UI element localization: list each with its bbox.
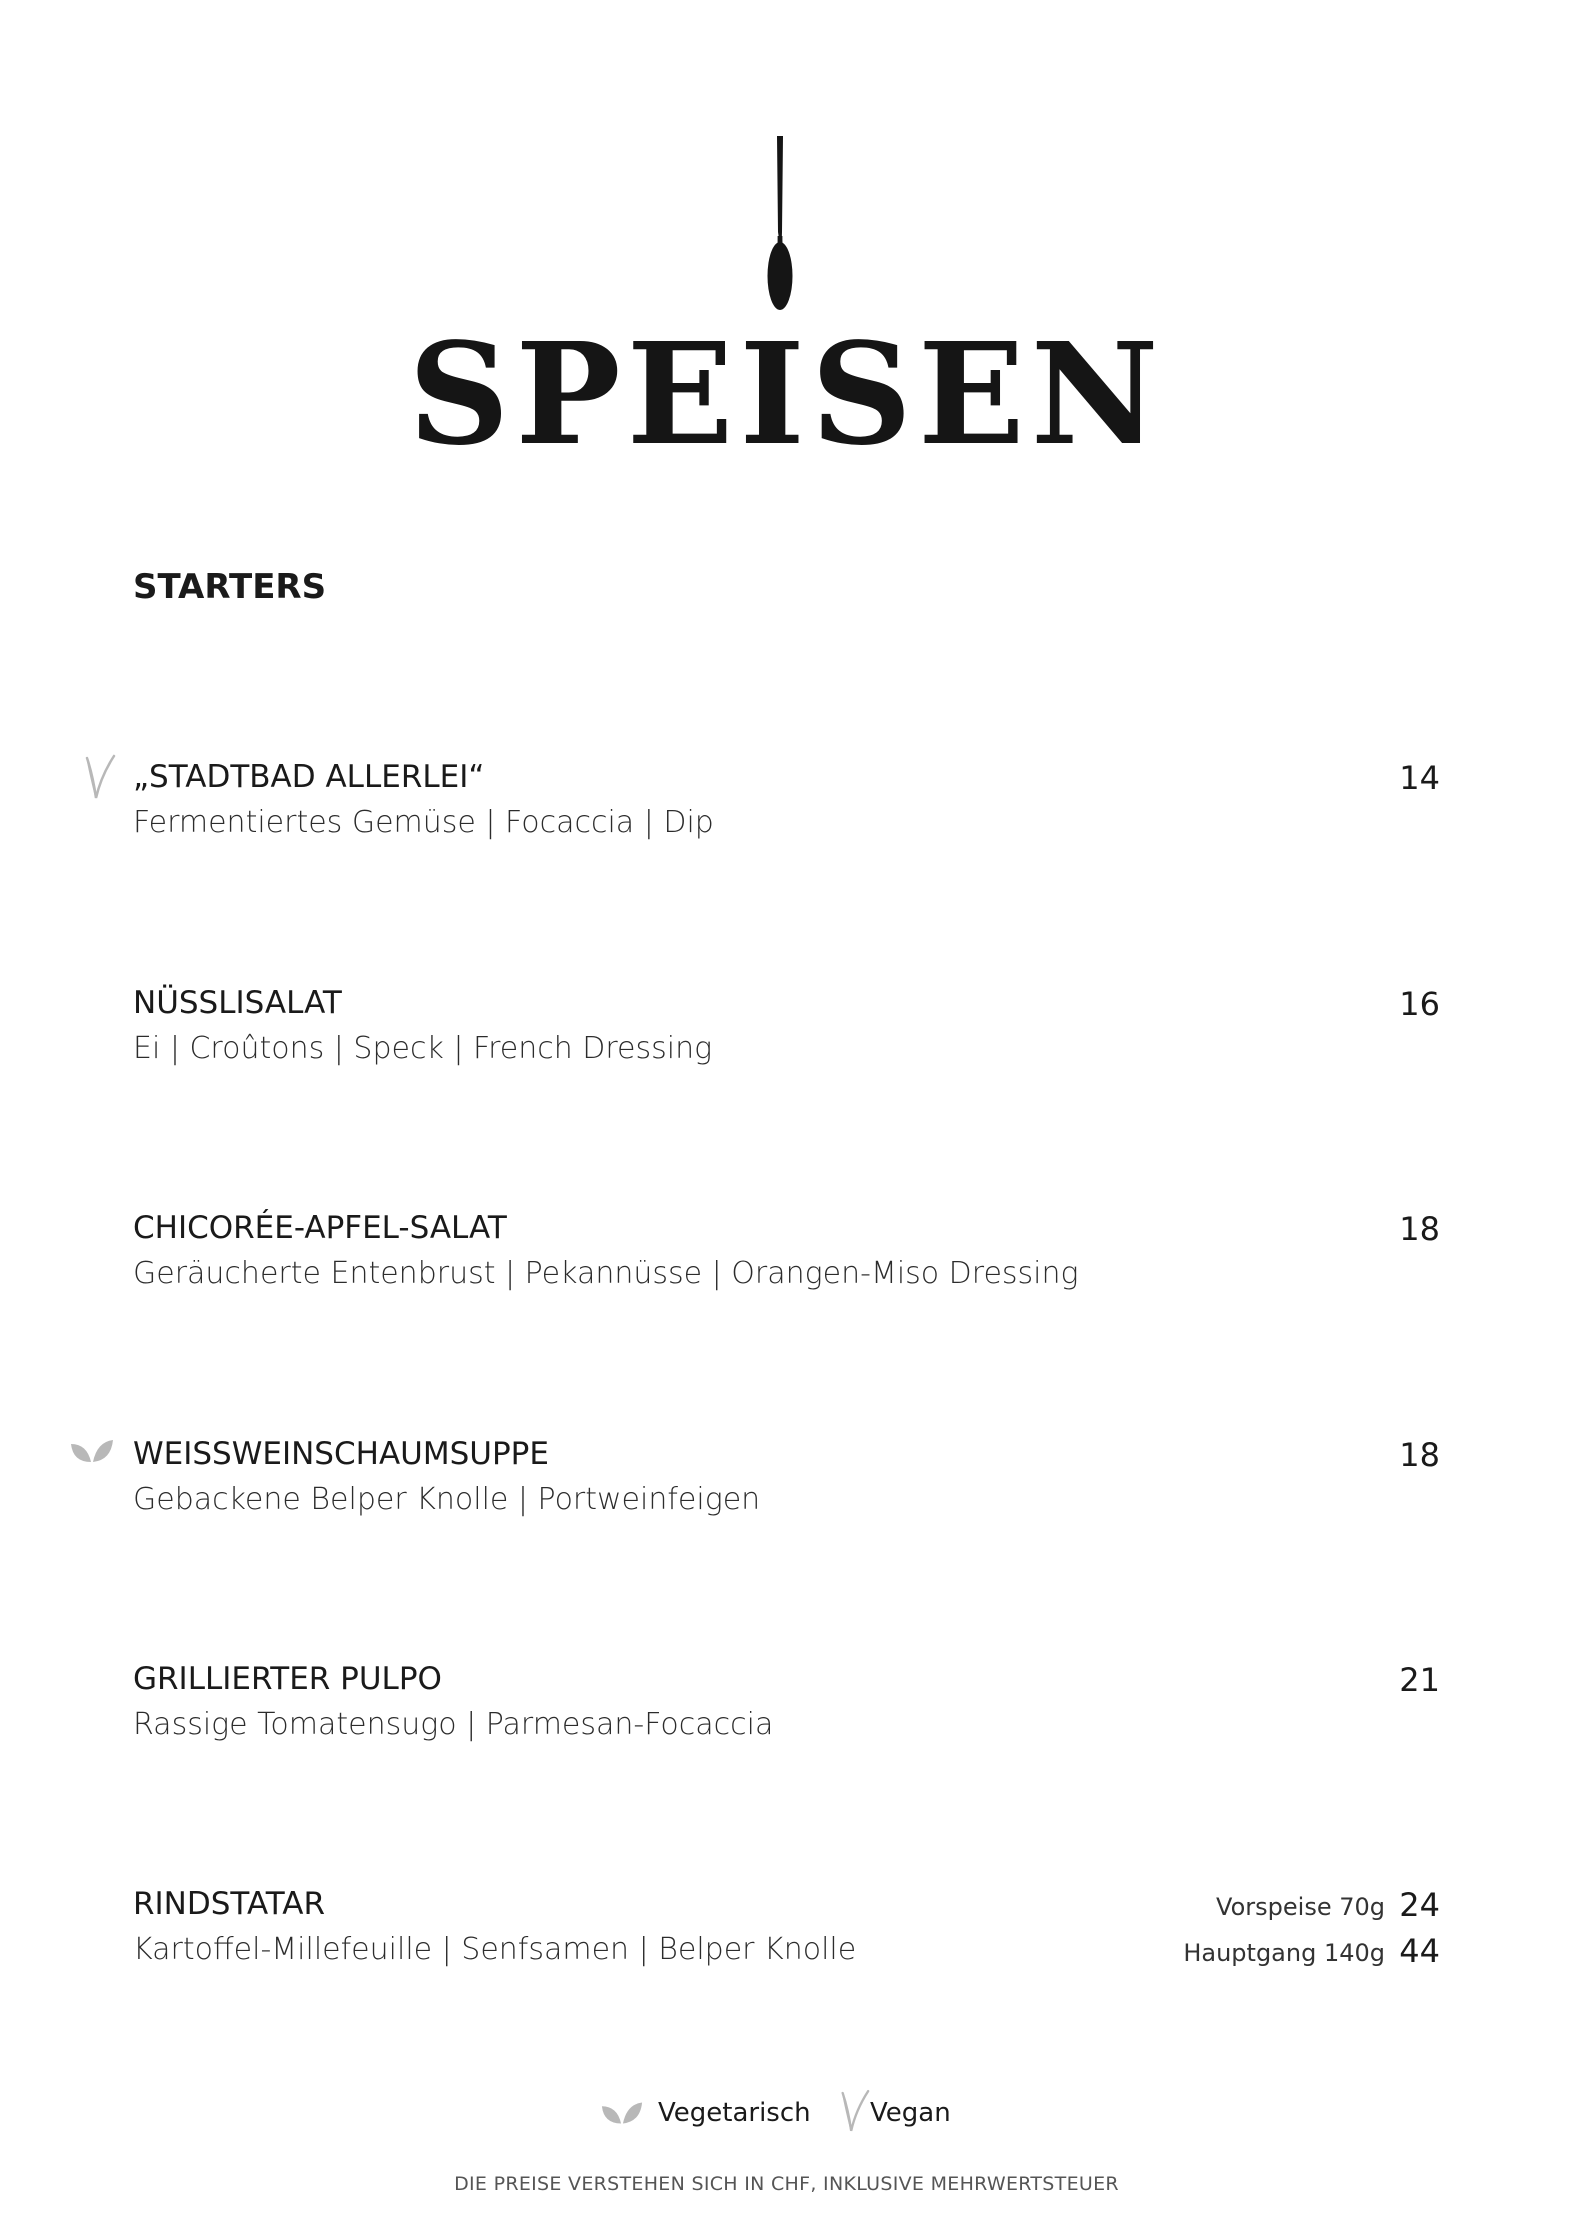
variant-price: 44 [1399,1932,1440,1970]
item-name: „STADTBAD ALLERLEI“ [133,759,485,795]
item-price: 18 [1399,1436,1440,1474]
item-description: Gebackene Belper Knolle | Portweinfeigen [133,1482,761,1517]
item-name: GRILLIERTER PULPO [133,1661,442,1697]
item-description: Fermentiertes Gemüse | Focaccia | Dip [133,805,714,840]
item-price: 21 [1399,1661,1440,1699]
menu-item [133,1210,1440,1323]
item-name: NÜSSLISALAT [133,985,342,1021]
menu-item [133,1886,1440,1999]
vegetarian-icon [600,2098,644,2128]
menu-item [133,759,1440,872]
legend [600,2090,1000,2140]
item-price: 18 [1399,1210,1440,1248]
item-description: Kartoffel-Millefeuille | Senfsamen | Belper Knolle [133,1932,857,1967]
item-price: 16 [1399,985,1440,1023]
vegan-icon [837,2088,871,2134]
price-note: DIE PREISE VERSTEHEN SICH IN CHF, INKLUSIVE MEHRWERTSTEUER [454,2173,1119,2195]
legend-vegan-label: Vegan [870,2098,951,2128]
price-variant [1120,1932,1440,1971]
item-description: Rassige Tomatensugo | Parmesan-Focaccia [133,1707,774,1742]
vegetarian-icon [69,1436,115,1466]
item-name: CHICORÉE-APFEL-SALAT [133,1210,507,1246]
variant-price: 24 [1399,1886,1440,1924]
spoon-icon [765,136,795,312]
menu-item [133,985,1440,1098]
legend-vegetarian-label: Vegetarisch [658,2098,811,2128]
vegan-icon [81,754,117,800]
variant-label: Hauptgang 140g [1183,1939,1385,1967]
item-price: 14 [1399,759,1440,797]
menu-item [133,1436,1440,1549]
item-name: WEISSWEINSCHAUMSUPPE [133,1436,549,1472]
item-name: RINDSTATAR [133,1886,326,1922]
variant-label: Vorspeise 70g [1216,1893,1385,1921]
page-title: SPEISEN [408,313,1165,477]
item-description: Ei | Croûtons | Speck | French Dressing [133,1031,713,1066]
price-variant [1120,1886,1440,1925]
item-description: Geräucherte Entenbrust | Pekannüsse | Orangen-Miso Dressing [133,1256,1079,1291]
menu-item [133,1661,1440,1774]
section-title: STARTERS [133,567,327,607]
